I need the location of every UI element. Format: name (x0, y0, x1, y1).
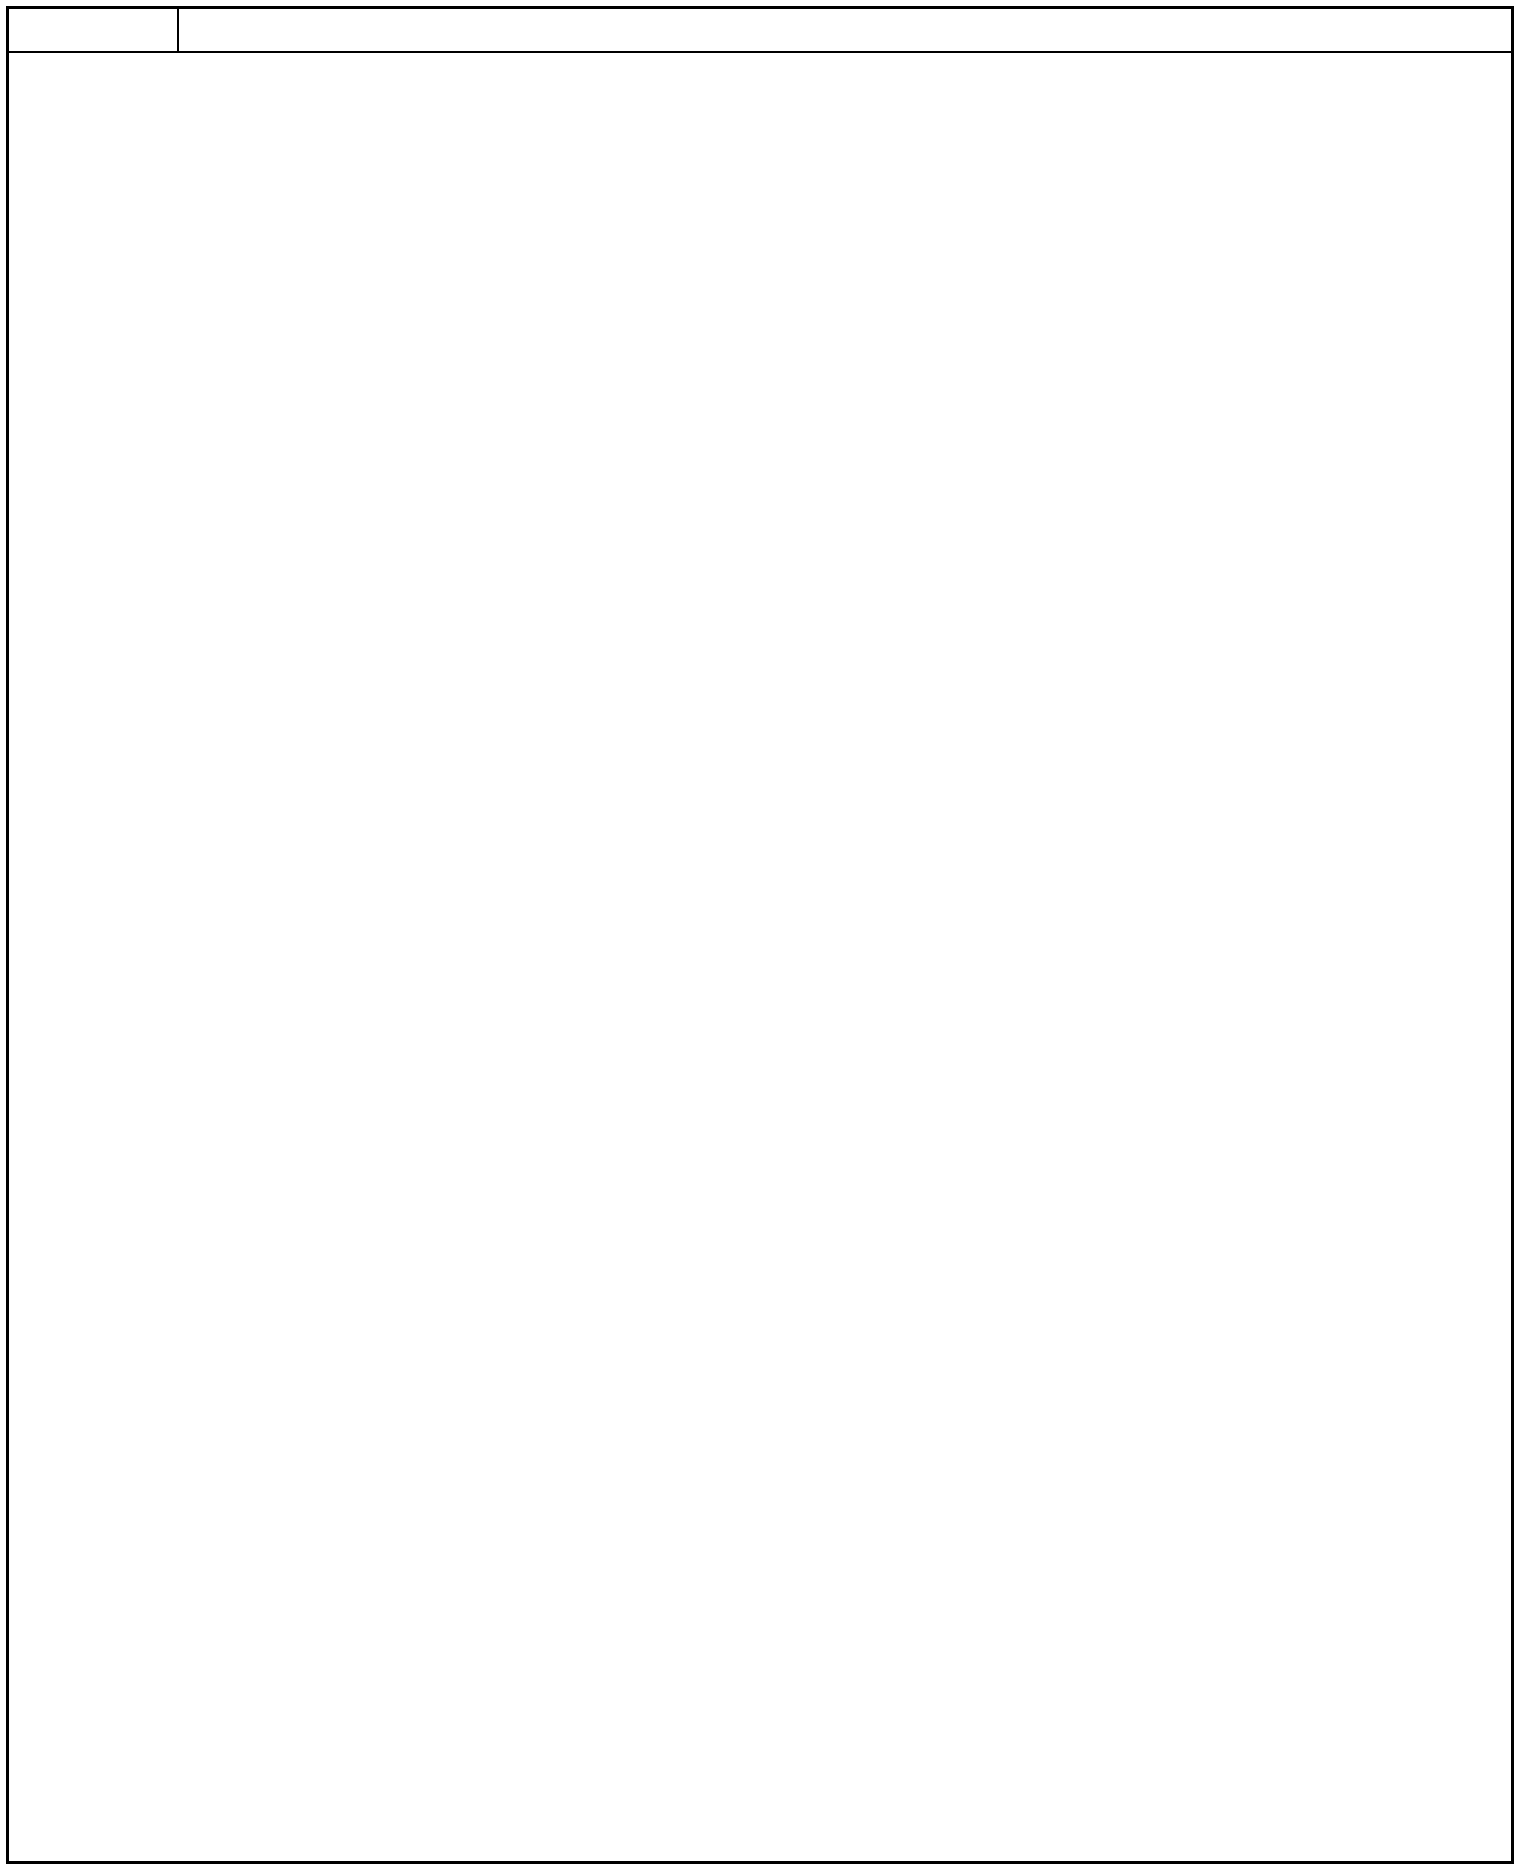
header-procedure (179, 9, 1511, 51)
header-dtc (9, 9, 179, 51)
dtc-table (6, 6, 1514, 1864)
table-header (9, 9, 1511, 53)
table-body (9, 51, 1511, 1861)
